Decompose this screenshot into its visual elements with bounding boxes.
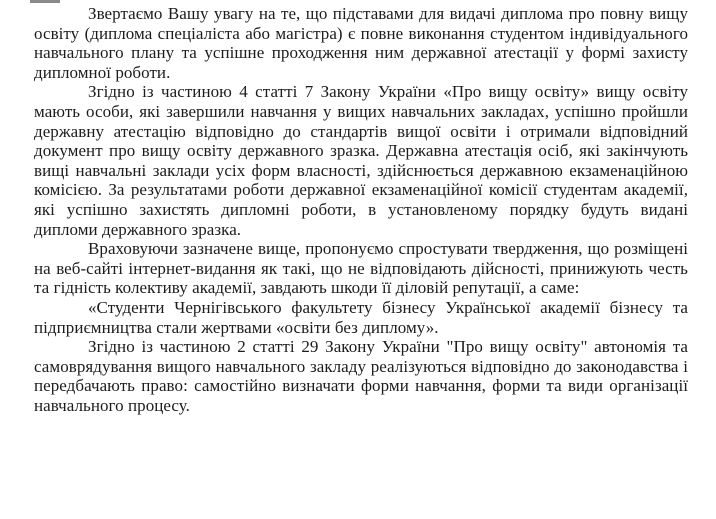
scan-artifact [30, 0, 60, 3]
paragraph-refutation-request: Враховуючи зазначене вище, пропонуємо спростувати твердження, що розміщені на веб-сайті інтернет-видання як такі, що не відповідають дійсності, принижують честь та гідність колективу академії, завдають шкоди її діловій репутації, а саме: [34, 239, 688, 298]
paragraph-law-article-29: Згідно із частиною 2 статті 29 Закону України "Про вищу освіту" автономія та самоврядування вищого навчального закладу реалізуються відповідно до законодавства і передбачають право: самостійно визначати форми навчання, форми та види організації навчального процесу. [34, 337, 688, 415]
paragraph-quoted-statement: «Студенти Чернігівського факультету бізнесу Української академії бізнесу та підприємництва стали жертвами «освіти без диплому». [34, 297, 688, 337]
paragraph-diploma-grounds: Звертаємо Вашу увагу на те, що підставами для видачі диплома про повну вищу освіту (диплома спеціаліста або магістра) є повне виконання студентом індивідуального навчального плану та успішне проходження ним державної атестації у формі захисту дипломної роботи. [34, 4, 688, 82]
paragraph-law-article-7: Згідно із частиною 4 статті 7 Закону України «Про вищу освіту» вищу освіту мають особи, які завершили навчання у вищих навчальних закладах, успішно пройшли державну атестацію відповідно до стандартів вищої освіти і отримали відповідний документ про вищу освіту державного зразка. Державна атестація осіб, які закінчують вищі навчальні заклади усіх форм власності, здійснюється державною екзаменаційною комісією. За результатами роботи державної екзаменаційної комісії студентам академії, які успішно захистять дипломні роботи, в установленому порядку будуть видані дипломи державного зразка. [34, 82, 688, 239]
document-body [34, 4, 688, 415]
